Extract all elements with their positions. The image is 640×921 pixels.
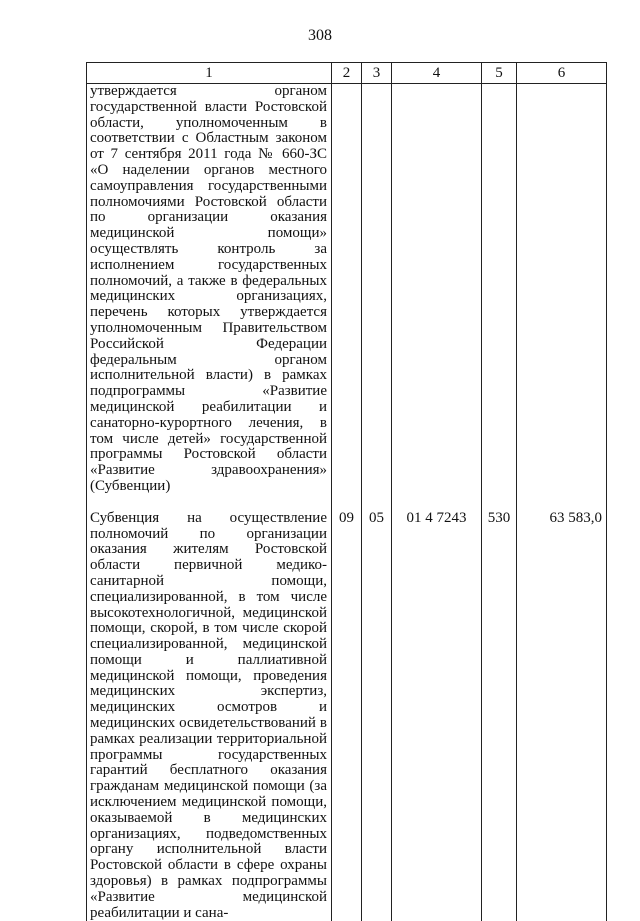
column-header: 2 bbox=[332, 63, 362, 84]
row-amount bbox=[517, 84, 607, 495]
page-number: 308 bbox=[308, 27, 332, 44]
row-target-code bbox=[392, 84, 482, 495]
row-subsection-code: 05 bbox=[362, 511, 392, 921]
budget-table bbox=[86, 62, 607, 921]
row-amount: 63 583,0 bbox=[517, 511, 607, 921]
row-expense-type bbox=[482, 84, 517, 495]
column-header: 6 bbox=[517, 63, 607, 84]
column-header: 3 bbox=[362, 63, 392, 84]
row-gap bbox=[87, 495, 607, 511]
row-expense-type: 530 bbox=[482, 511, 517, 921]
row-section-code bbox=[332, 84, 362, 495]
column-header: 5 bbox=[482, 63, 517, 84]
table-header-row bbox=[87, 63, 607, 84]
table-row bbox=[87, 84, 607, 495]
row-description: Субвенция на осуществление полномочий по организации оказания жителям Ростовской области первичной медико-санитарной помощи, специализированной, в том числе высокотехнологичной, медицинской помощи, скорой, в том числе скорой специализированной, медицинской помощи и паллиативной медицинской помощи, проведения медицинских экспертиз, медицинских осмотров и медицинских освидетельствований в рамках реализации территориальной программы государственных гарантий бесплатного оказания гражданам медицинской помощи (за исключением медицинской помощи, оказываемой в медицинских организациях, подведомственных органу исполнительной власти Ростовской области в сфере охраны здоровья) в рамках подпрограммы «Развитие медицинской реабилитации и сана- bbox=[87, 511, 332, 921]
row-section-code: 09 bbox=[332, 511, 362, 921]
row-subsection-code bbox=[362, 84, 392, 495]
column-header: 4 bbox=[392, 63, 482, 84]
table-row bbox=[87, 511, 607, 921]
row-target-code: 01 4 7243 bbox=[392, 511, 482, 921]
row-description: утверждается органом государственной власти Ростовской области, уполномоченным в соответствии с Областным законом от 7 сентября 2011 года № 660-ЗС «О наделении органов местного самоуправления государственными полномочиями Ростовской области по организации оказания медицинской помощи» осуществлять контроль за исполнением государственных полномочий, а также в федеральных медицинских организациях, перечень которых утверждается уполномоченным Правительством Российской Федерации федеральным органом исполнительной власти) в рамках подпрограммы «Развитие медицинской реабилитации и санаторно-курортного лечения, в том числе детей» государственной программы Ростовской области «Развитие здравоохранения» (Субвенции) bbox=[87, 84, 332, 495]
column-header: 1 bbox=[87, 63, 332, 84]
